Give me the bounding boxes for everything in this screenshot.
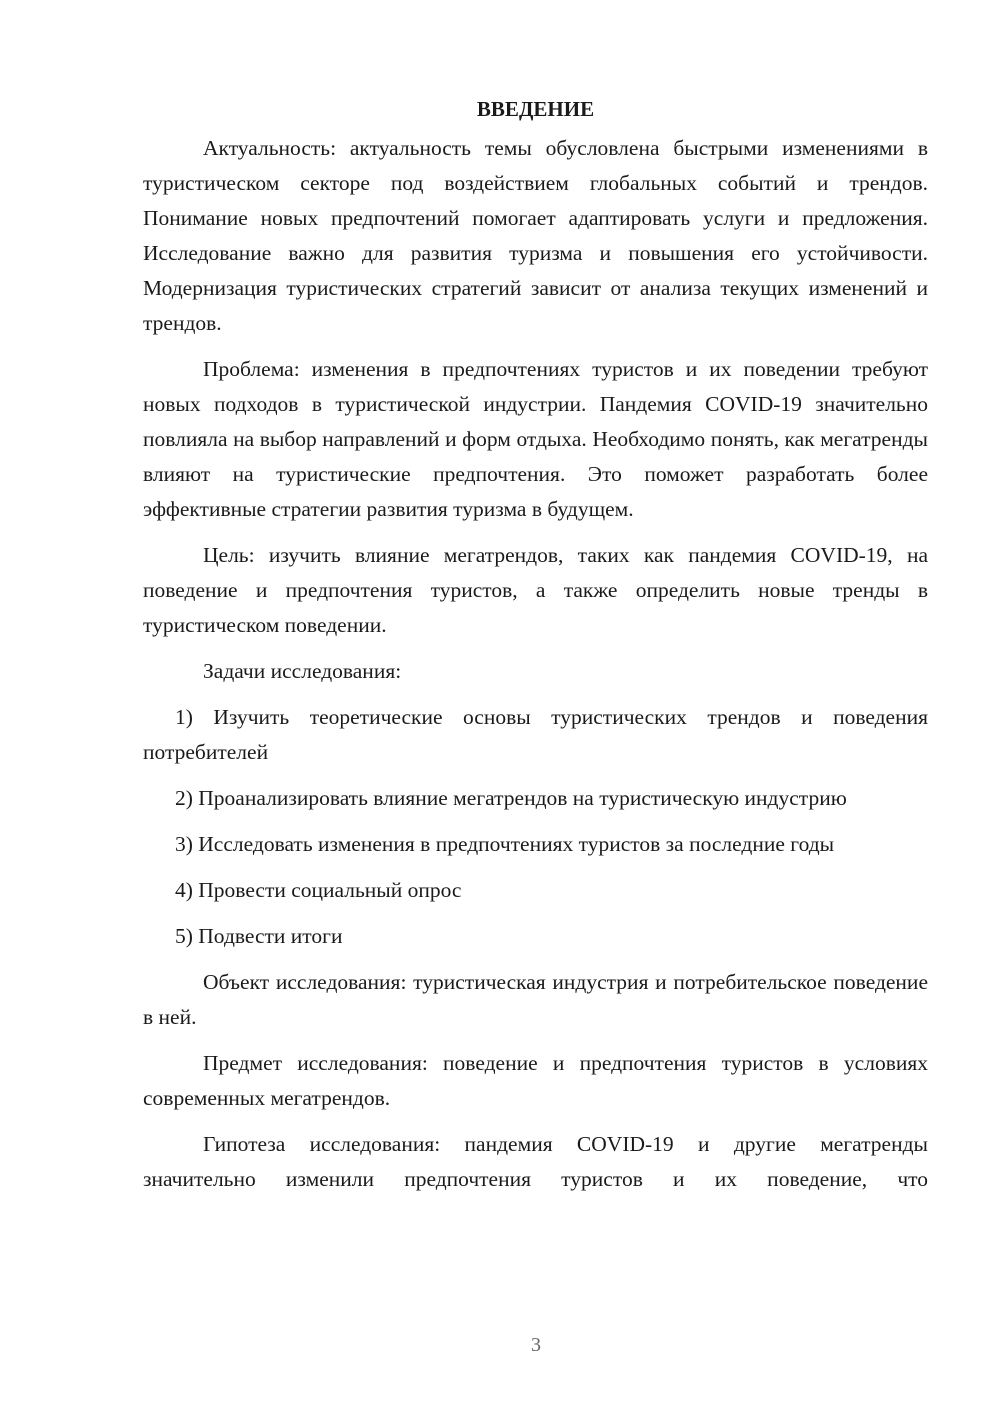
section-title: ВВЕДЕНИЕ (476, 97, 595, 121)
hypothesis-paragraph: Гипотеза исследования: пандемия COVID-19 и другие мегатренды значительно изменили предпочтения туристов и их поведение, что (143, 1132, 928, 1191)
goal-paragraph: Цель: изучить влияние мегатрендов, таких как пандемия COVID-19, на поведение и предпочтения туристов, а также определить новые тренды в туристическом поведении. (143, 543, 928, 637)
task-item-5: 5) Подвести итоги (175, 924, 343, 948)
task-item-1: 1) Изучить теоретические основы туристических трендов и поведения потребителей (143, 705, 928, 764)
document-body (143, 92, 928, 1197)
task-item-4: 4) Провести социальный опрос (175, 878, 462, 902)
subject-paragraph: Предмет исследования: поведение и предпочтения туристов в условиях современных мегатрендов. (143, 1051, 928, 1110)
task-item-3: 3) Исследовать изменения в предпочтениях туристов за последние годы (175, 832, 835, 856)
object-paragraph: Объект исследования: туристическая индустрия и потребительское поведение в ней. (143, 970, 928, 1029)
tasks-heading: Задачи исследования: (203, 659, 402, 683)
task-item-2: 2) Проанализировать влияние мегатрендов на туристическую индустрию (175, 786, 847, 810)
relevance-paragraph: Актуальность: актуальность темы обусловлена быстрыми изменениями в туристическом секторе под воздействием глобальных событий и трендов. Понимание новых предпочтений помогает адаптировать услуги и предложения. Исследование важно для развития туризма и повышения его устойчивости. Модернизация туристических стратегий зависит от анализа текущих изменений и трендов. (143, 136, 928, 335)
page-number: 3 (531, 1334, 541, 1356)
problem-paragraph: Проблема: изменения в предпочтениях туристов и их поведении требуют новых подходов в туристической индустрии. Пандемия COVID-19 значительно повлияла на выбор направлений и форм отдыха. Необходимо понять, как мегатренды влияют на туристические предпочтения. Это поможет разработать более эффективные стратегии развития туризма в будущем. (143, 357, 928, 521)
